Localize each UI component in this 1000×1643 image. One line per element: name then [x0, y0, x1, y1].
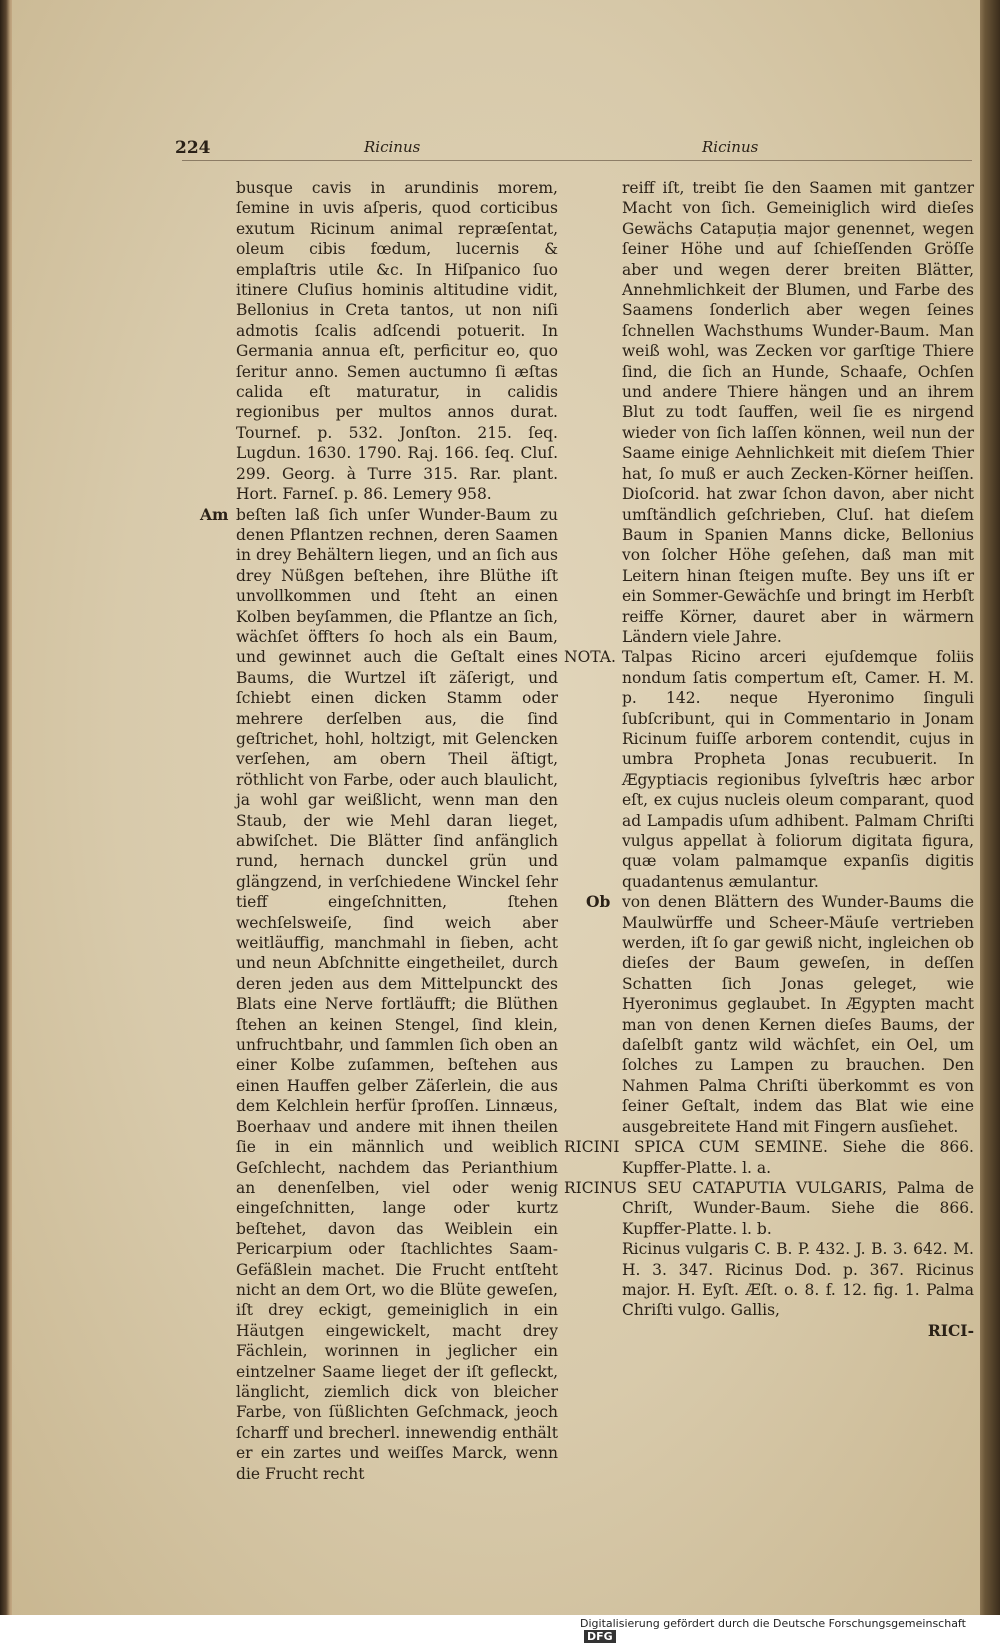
digitization-footer: [580, 1617, 1000, 1643]
entry-ricini-spica: RICINI SPICA CUM SEMINE. Siehe die 866. Kupffer-Platte. l. a.: [564, 1138, 974, 1177]
nota-text: Talpas Ricino arceri ejuſdemque foliis nondum ſatis compertum eſt, Camer. H. M. p. 142. neque Hyeronimo ſinguli ſubſcribunt, qui in Commentario in Jonam Ricinum fuiſſe arborem contendit, cujus in umbra Propheta Jonas recubuerit. In Ægyptiacis regionibus ſylveſtris hæc arbor eſt, ex cujus nucleis oleum comparant, quod ad Lampadis uſum adhibent. Palmam Chriſti vulgus appellat à foliorum digitata figura, quæ volam palmamque expanſis digitis quadantenus æmulantur.: [622, 648, 974, 891]
ob-text: von denen Blättern des Wunder-Baums die Maulwürffe und Scheer-Mäuſe vertrieben werden, iſt ſo gar gewiß nicht, ingleichen ob dieſes der Baum geweſen, in deſſen Schatten ſich Jonas geleget, wie Hyeronimus geglaubet. In Ægypten macht man von denen Kernen dieſes Baums, der daſelbſt gantz wild wächſet, ein Oel, um ſolches zu Lampen zu brauchen. Den Nahmen Palma Chriſti überkommt es von ſeiner Geſtalt, indem das Blat wie eine ausgebreitete Hand mit Fingern ausſiehet.: [622, 893, 974, 1136]
latin-paragraph: busque cavis in arundinis morem, ſemine in uvis aſperis, quod corticibus exutum Ricinum animal repræſentat, oleum cibis fœdum, lucernis & emplaſtris utile &c. In Hiſpanico ſuo itinere Cluſius hominis altitudine vidit, Bellonius in Creta tantos, ut non niſi admotis ſcalis adſcendi potuerit. In Germania annua eſt, perficitur eo, quo ſeritur anno. Semen auctumno ſi æſtas calida eſt maturatur, in calidis regionibus per multos annos durat. Tournef. p. 532. Jonſton. 215. ſeq. Lugdun. 1630. 1790. Raj. 166. ſeq. Cluſ. 299. Georg. à Turre 315. Rar. plant. Hort. Farneſ. p. 86. Lemery 958.: [236, 179, 558, 504]
running-head-right: Ricinus: [702, 138, 759, 156]
right-column: [564, 178, 974, 1341]
german-continuation: reiff iſt, treibt ſie den Saamen mit gantzer Macht von ſich. Gemeiniglich wird dieſes Gewächs Catapuția major genennet, wegen ſeiner Höhe und auf ſchieſſenden Gröſſe aber und wegen derer breiten Blätter, Annehmlichkeit der Blumen, und Farbe des Saamens ſonderlich aber wegen ſeines ſchnellen Wachsthums Wunder-Baum. Man weiß wohl, was Zecken vor garſtige Thiere ſind, die ſich an Hunde, Schaafe, Ochſen und andere Thiere hängen und an ihrem Blut zu todt ſauffen, weil ſie es nirgend wieder von ſich laſſen können, weil nun der Saame einige Aehnlichkeit mit dieſem Thier hat, ſo muß er auch Zecken-Körner heiſſen. Dioſcorid. hat zwar ſchon davon, aber nicht umſtändlich geſchrieben, Cluſ. hat dieſem Baum in Spanien Manns dicke, Bellonius von ſolcher Höhe geſehen, daß man mit Leitern hinan ſteigen muſte. Bey uns iſt er ein Sommer-Gewächſe und bringt im Herbſt reiffe Körner, dauret aber in wärmern Ländern viele Jahre.: [622, 179, 974, 646]
paragraph-marker: Am: [200, 504, 229, 524]
book-page: [12, 0, 980, 1615]
ob-marker: Ob: [586, 892, 611, 912]
entry-synonyms: Ricinus vulgaris C. B. P. 432. J. B. 3. 642. M. H. 3. 347. Ricinus Dod. p. 367. Ricinus major. H. Eyſt. Æſt. o. 8. f. 12. fig. 1. Palma Chriſti vulgo. Gallis,: [622, 1240, 974, 1320]
footer-text: Digitalisierung gefördert durch die Deutsche Forschungsgemeinschaft: [580, 1617, 966, 1630]
nota-label: NOTA.: [564, 648, 616, 667]
page-number: 224: [175, 138, 211, 158]
german-text: beſten laß ſich unſer Wunder-Baum zu denen Pflantzen rechnen, deren Saamen in drey Behältern liegen, und an ſich aus drey Nüßgen beſtehen, ihre Blüthe iſt unvollkommen und ſteht an einen Kolben beyſammen, die Pflantze an ſich, wächſet öffters ſo hoch als ein Baum, und gewinnet auch die Geſtalt eines Baums, die Wurtzel iſt zäſerigt, und ſchiebt einen dicken Stamm oder mehrere derſelben aus, die ſind geſtrichet, hohl, holtzigt, mit Gelencken verſehen, am obern Theil äſtigt, röthlicht von Farbe, oder auch blaulicht, ja wohl gar weißlicht, wenn man den Staub, der wie Mehl daran lieget, abwiſchet. Die Blätter ſind anfänglich rund, hernach dunckel grün und glängzend, in verſchiedene Winckel ſehr tieff eingeſchnitten, ſtehen wechſelsweiſe, ſind weich aber weitläuffig, manchmahl in ſieben, acht und neun Abſchnitte eingetheilet, durch deren jeden aus dem Mittelpunckt des Blats eine Nerve fortläufft; die Blüthen ſtehen an keinen Stengel, ſind klein, unfruchtbahr, und ſammlen ſich oben an einer Kolbe zuſammen, beſtehen aus einen Hauffen gelber Zäſerlein, die aus dem Kelchlein herfür ſproſſen. Linnæus, Boerhaav und andere mit ihnen theilen ſie in ein männlich und weiblich Geſchlecht, nachdem das Perianthium an denenſelben, viel oder wenig eingeſchnitten, lange oder kurtz beſtehet, davon das Weiblein ein Pericarpium oder ſtachlichtes Saam-Gefäßlein machet. Die Frucht entſteht nicht an dem Ort, wo die Blüte geweſen, iſt drey eckigt, gemeiniglich in ein Häutgen eingewickelt, macht drey Fächlein, worinnen in jeglicher ein eintzelner Saame lieget der iſt gefleckt, länglicht, ziemlich dick von bleicher Farbe, von ſüßlichten Geſchmack, jeoch ſcharff und brecherl. innewendig enthält er ein zartes und weiſſes Marck, wenn die Frucht recht: [236, 505, 558, 1483]
ob-paragraph: [586, 892, 974, 1137]
entry-ricinus-vulgaris: RICINUS SEU CATAPUTIA VULGARIS, Palma de Chriſt, Wunder-Baum. Siehe die 866. Kupffer-Platte. l. b.: [564, 1178, 974, 1238]
running-head-left: Ricinus: [364, 138, 421, 156]
header-rule: [182, 160, 972, 161]
left-column: [200, 178, 558, 1484]
dfg-logo: DFG: [584, 1630, 616, 1643]
catchword: RICI-: [927, 1320, 974, 1340]
german-paragraph: [200, 504, 558, 1485]
nota-paragraph: [564, 647, 974, 892]
